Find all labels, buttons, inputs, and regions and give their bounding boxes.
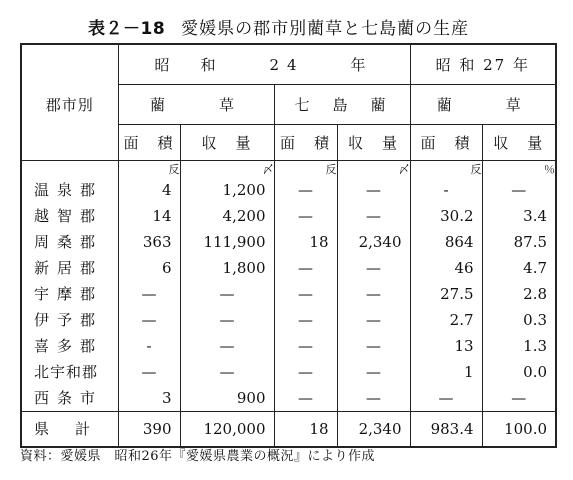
header-shichitoui-24: 七 島 藺 bbox=[274, 84, 410, 124]
unit-label: 〆 bbox=[180, 160, 274, 177]
table-cell: — bbox=[482, 385, 556, 412]
table-cell: 4 bbox=[118, 177, 180, 203]
table-cell: 27.5 bbox=[410, 281, 482, 307]
table-cell: 6 bbox=[118, 255, 180, 281]
table-cell: — bbox=[337, 177, 410, 203]
header-area: 面 積 bbox=[410, 124, 482, 160]
total-label: 県計 bbox=[21, 411, 118, 447]
table-cell: 2,340 bbox=[337, 229, 410, 255]
district-name: 伊予郡 bbox=[21, 307, 118, 333]
district-name: 温泉郡 bbox=[21, 177, 118, 203]
district-name: 西条市 bbox=[21, 385, 118, 412]
district-name: 喜多郡 bbox=[21, 333, 118, 359]
table-cell: 3.4 bbox=[482, 203, 556, 229]
table-cell: — bbox=[337, 333, 410, 359]
table-number: 表２－18 bbox=[88, 18, 166, 39]
table-row bbox=[21, 307, 556, 333]
table-row bbox=[21, 177, 556, 203]
unit-label: 反 bbox=[274, 160, 337, 177]
table-caption: 愛媛県の郡市別藺草と七島藺の生産 bbox=[181, 18, 470, 39]
table-row bbox=[21, 229, 556, 255]
district-name: 北宇和郡 bbox=[21, 359, 118, 385]
table-cell: 1.3 bbox=[482, 333, 556, 359]
table-cell: — bbox=[274, 307, 337, 333]
table-cell: — bbox=[274, 255, 337, 281]
table-cell: — bbox=[274, 385, 337, 412]
table-cell: — bbox=[337, 307, 410, 333]
table-cell: — bbox=[337, 281, 410, 307]
production-table bbox=[20, 43, 557, 448]
header-year-24: 昭 和 24 年 bbox=[118, 44, 410, 84]
header-area: 面 積 bbox=[118, 124, 180, 160]
table-cell: 1 bbox=[410, 359, 482, 385]
table-cell: 18 bbox=[274, 229, 337, 255]
total-row bbox=[21, 411, 556, 447]
header-igusa-24: 藺 草 bbox=[118, 84, 274, 124]
header-yield: 収 量 bbox=[482, 124, 556, 160]
table-cell: — bbox=[180, 281, 274, 307]
header-yield: 収 量 bbox=[180, 124, 274, 160]
table-cell: — bbox=[118, 307, 180, 333]
table-cell: — bbox=[274, 333, 337, 359]
table-cell: 2.8 bbox=[482, 281, 556, 307]
district-name: 周桑郡 bbox=[21, 229, 118, 255]
unit-label: 反 bbox=[410, 160, 482, 177]
source-note: 資料：愛媛県 昭和26年『愛媛県農業の概況』により作成 bbox=[20, 449, 376, 464]
table-cell: - bbox=[118, 333, 180, 359]
table-cell: — bbox=[482, 177, 556, 203]
table-row bbox=[21, 385, 556, 412]
table-cell: — bbox=[337, 255, 410, 281]
table-row bbox=[21, 359, 556, 385]
table-cell: — bbox=[180, 307, 274, 333]
table-cell: 1,800 bbox=[180, 255, 274, 281]
unit-row bbox=[21, 160, 556, 177]
table-cell: - bbox=[410, 177, 482, 203]
unit-label: ％ bbox=[482, 160, 556, 177]
table-cell: — bbox=[274, 359, 337, 385]
table-cell: — bbox=[274, 281, 337, 307]
table-row bbox=[21, 333, 556, 359]
total-cell: 390 bbox=[118, 411, 180, 447]
total-cell: 983.4 bbox=[410, 411, 482, 447]
table-cell: — bbox=[274, 203, 337, 229]
table-cell: — bbox=[337, 385, 410, 412]
table-title bbox=[88, 12, 558, 40]
table-cell: 900 bbox=[180, 385, 274, 412]
unit-label: 〆 bbox=[337, 160, 410, 177]
unit-label: 反 bbox=[118, 160, 180, 177]
table-cell: — bbox=[410, 385, 482, 412]
table-cell: 363 bbox=[118, 229, 180, 255]
table-cell: — bbox=[180, 333, 274, 359]
header-yield: 収 量 bbox=[337, 124, 410, 160]
table-cell: 3 bbox=[118, 385, 180, 412]
district-name: 越智郡 bbox=[21, 203, 118, 229]
district-name: 宇摩郡 bbox=[21, 281, 118, 307]
table-cell: — bbox=[337, 203, 410, 229]
table-cell: 1,200 bbox=[180, 177, 274, 203]
table-cell: 0.3 bbox=[482, 307, 556, 333]
total-cell: 18 bbox=[274, 411, 337, 447]
table-row bbox=[21, 281, 556, 307]
table-cell: — bbox=[337, 359, 410, 385]
table-cell: 111,900 bbox=[180, 229, 274, 255]
header-year-27: 昭 和 27 年 bbox=[410, 44, 556, 84]
table-cell: 2.7 bbox=[410, 307, 482, 333]
total-cell: 2,340 bbox=[337, 411, 410, 447]
table-row bbox=[21, 203, 556, 229]
total-cell: 100.0 bbox=[482, 411, 556, 447]
table-row bbox=[21, 255, 556, 281]
header-district: 郡市別 bbox=[21, 84, 118, 124]
table-cell: — bbox=[118, 281, 180, 307]
table-cell: 87.5 bbox=[482, 229, 556, 255]
table-cell: — bbox=[274, 177, 337, 203]
total-cell: 120,000 bbox=[180, 411, 274, 447]
district-name: 新居郡 bbox=[21, 255, 118, 281]
table-cell: 13 bbox=[410, 333, 482, 359]
table-cell: 14 bbox=[118, 203, 180, 229]
header-igusa-27: 藺 草 bbox=[410, 84, 556, 124]
table-cell: — bbox=[180, 359, 274, 385]
header-area: 面 積 bbox=[274, 124, 337, 160]
table-cell: 4,200 bbox=[180, 203, 274, 229]
table-cell: 864 bbox=[410, 229, 482, 255]
table-cell: 46 bbox=[410, 255, 482, 281]
table-cell: 30.2 bbox=[410, 203, 482, 229]
table-cell: 4.7 bbox=[482, 255, 556, 281]
table-cell: — bbox=[118, 359, 180, 385]
table-cell: 0.0 bbox=[482, 359, 556, 385]
